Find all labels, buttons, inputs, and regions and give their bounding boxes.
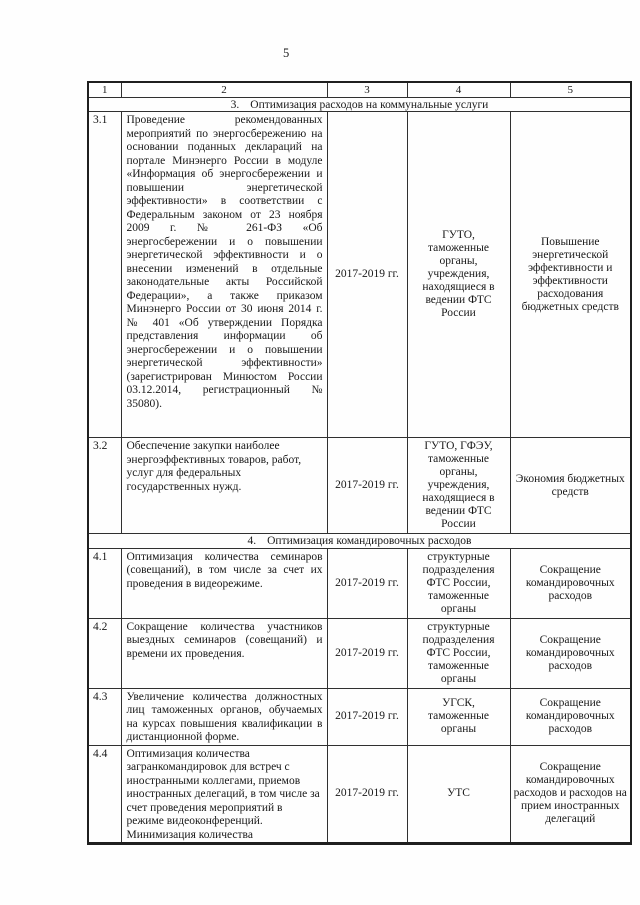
table-row-3-1 (88, 112, 631, 438)
section-3-header-row (88, 97, 631, 112)
cell-activity: Сокращение количества участников выездных семинаров (совещаний) и времени их проведения. (121, 618, 327, 688)
cell-result: Сокращение командировочных расходов (510, 618, 631, 688)
cell-result: Повышение энергетической эффективности и эффективности расходования бюджетных средств (510, 112, 631, 438)
cell-period: 2017-2019 гг. (327, 112, 407, 438)
table-row-4-1 (88, 548, 631, 618)
action-plan-table (87, 81, 632, 845)
column-header-row (88, 82, 631, 97)
cell-activity: Увеличение количества должностных лиц таможенных органов, обучаемых на курсах повышения квалификации в дистанционной форме. (121, 688, 327, 745)
section-3-header (88, 97, 631, 112)
column-header-3: 3 (327, 82, 407, 97)
cell-executors: структурные подразделения ФТС России, таможенные органы (407, 618, 510, 688)
table-row-3-2 (88, 438, 631, 534)
cell-number: 4.3 (88, 688, 121, 745)
page-number: 5 (283, 46, 290, 60)
cell-executors: ГУТО, ГФЭУ, таможенные органы, учреждения, находящиеся в ведении ФТС России (407, 438, 510, 534)
cell-period: 2017-2019 гг. (327, 548, 407, 618)
table-row-4-4 (88, 745, 631, 844)
column-header-1: 1 (88, 82, 121, 97)
section-3-title: Оптимизация расходов на коммунальные услуги (250, 98, 489, 111)
cell-executors: УГСК, таможенные органы (407, 688, 510, 745)
section-4-header (88, 534, 631, 549)
section-3-number: 3. (230, 98, 240, 111)
column-header-2: 2 (121, 82, 327, 97)
cell-activity: Оптимизация количества загранкомандировок для встреч с иностранными коллегами, приемов иностранных делегаций, в том числе за счет проведения мероприятий в режиме видеоконференций. Минимизация количества (121, 745, 327, 844)
column-header-4: 4 (407, 82, 510, 97)
cell-result: Сокращение командировочных расходов (510, 548, 631, 618)
cell-activity: Обеспечение закупки наиболее энергоэффективных товаров, работ, услуг для федеральных государственных нужд. (121, 438, 327, 534)
cell-result: Сокращение командировочных расходов (510, 688, 631, 745)
cell-result: Экономия бюджетных средств (510, 438, 631, 534)
cell-number: 3.2 (88, 438, 121, 534)
column-header-5: 5 (510, 82, 631, 97)
cell-number: 4.2 (88, 618, 121, 688)
cell-period: 2017-2019 гг. (327, 745, 407, 844)
cell-number: 4.4 (88, 745, 121, 844)
cell-activity: Оптимизация количества семинаров (совещаний), в том числе за счет их проведения в видеорежиме. (121, 548, 327, 618)
cell-period: 2017-2019 гг. (327, 438, 407, 534)
cell-executors: ГУТО, таможенные органы, учреждения, находящиеся в ведении ФТС России (407, 112, 510, 438)
cell-activity: Проведение рекомендованных мероприятий по энергосбережению на основании поданных деклараций на портале Минэнерго России в модуле «Информация об энергосбережении и повышении энергетической эффективности» в соответствии с Федеральным законом от 23 ноября 2009 г. № 261-ФЗ «Об энергосбережении и о повышении энергетической эффективности и о внесении изменений в отдельные законодательные акты Российской Федерации», а также приказом Минэнерго России от 30 июня 2014 г. № 401 «Об утверждении Порядка представления информации об энергосбережении и о повышении энергетической эффективности» (зарегистрирован Минюстом России 03.12.2014, регистрационный № 35080). (121, 112, 327, 438)
cell-executors: УТС (407, 745, 510, 844)
cell-result: Сокращение командировочных расходов и расходов на прием иностранных делегаций (510, 745, 631, 844)
cell-number: 4.1 (88, 548, 121, 618)
cell-period: 2017-2019 гг. (327, 618, 407, 688)
cell-number: 3.1 (88, 112, 121, 438)
cell-period: 2017-2019 гг. (327, 688, 407, 745)
table-row-4-3 (88, 688, 631, 745)
section-4-title: Оптимизация командировочных расходов (267, 535, 472, 547)
section-4-number: 4. (247, 535, 257, 547)
cell-executors: структурные подразделения ФТС России, таможенные органы (407, 548, 510, 618)
table-row-4-2 (88, 618, 631, 688)
section-4-header-row (88, 534, 631, 549)
